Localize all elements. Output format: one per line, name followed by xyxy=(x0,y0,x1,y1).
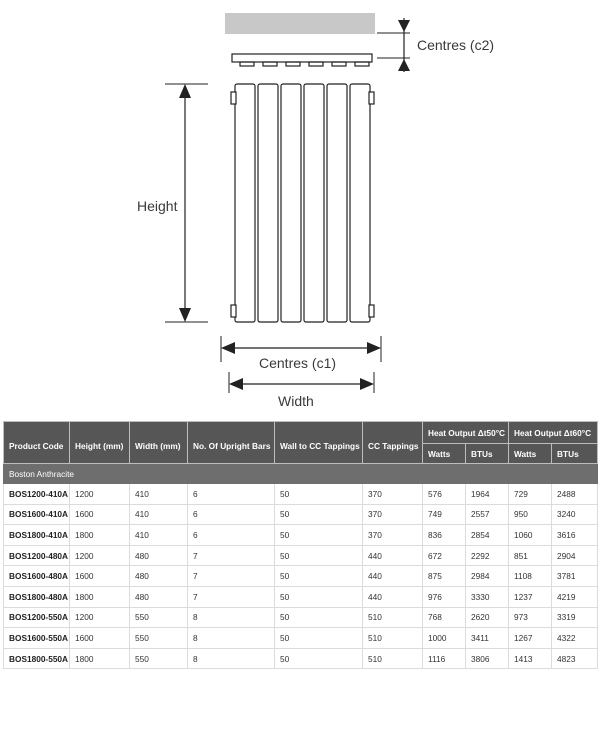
top-view-bar-tab xyxy=(263,62,277,66)
top-view-bar-tab xyxy=(309,62,323,66)
tapping-left-bottom xyxy=(231,305,236,317)
cell-upright-bars: 8 xyxy=(188,607,275,628)
cell-watts-50: 875 xyxy=(423,566,466,587)
cell-watts-60: 1237 xyxy=(509,586,552,607)
group-label: Boston Anthracite xyxy=(4,464,598,484)
cell-btus-50: 3411 xyxy=(466,628,509,649)
table-row xyxy=(4,607,598,628)
cell-cc-tappings: 440 xyxy=(363,545,423,566)
cell-btus-60: 4823 xyxy=(552,648,598,669)
top-view-wall-bar xyxy=(225,13,375,34)
centres-c1-label: Centres (c1) xyxy=(259,355,337,371)
cell-product-code: BOS1600-410A xyxy=(4,504,70,525)
cell-btus-50: 2292 xyxy=(466,545,509,566)
cell-btus-60: 3781 xyxy=(552,566,598,587)
table-row xyxy=(4,628,598,649)
header-upright-bars: No. Of Upright Bars xyxy=(188,422,275,464)
cell-watts-50: 672 xyxy=(423,545,466,566)
table-row xyxy=(4,566,598,587)
cell-btus-50: 2854 xyxy=(466,525,509,546)
cell-cc-tappings: 510 xyxy=(363,628,423,649)
cell-upright-bars: 7 xyxy=(188,566,275,587)
top-view-bar-tab xyxy=(286,62,300,66)
cell-wall-to-cc: 50 xyxy=(275,566,363,587)
cell-upright-bars: 6 xyxy=(188,525,275,546)
cell-upright-bars: 7 xyxy=(188,586,275,607)
width-dimension xyxy=(229,372,374,409)
cell-height: 1800 xyxy=(70,586,130,607)
cell-width: 550 xyxy=(130,607,188,628)
cell-wall-to-cc: 50 xyxy=(275,545,363,566)
cell-watts-60: 973 xyxy=(509,607,552,628)
cell-wall-to-cc: 50 xyxy=(275,607,363,628)
cell-product-code: BOS1200-480A xyxy=(4,545,70,566)
cell-width: 550 xyxy=(130,648,188,669)
upright-bar xyxy=(281,84,301,322)
cell-product-code: BOS1200-550A xyxy=(4,607,70,628)
cell-height: 1600 xyxy=(70,628,130,649)
tapping-right-bottom xyxy=(369,305,374,317)
cell-btus-50: 3806 xyxy=(466,648,509,669)
cell-wall-to-cc: 50 xyxy=(275,525,363,546)
tapping-left-top xyxy=(231,92,236,104)
cell-cc-tappings: 510 xyxy=(363,648,423,669)
top-view-bar-tab xyxy=(240,62,254,66)
cell-height: 1600 xyxy=(70,504,130,525)
cell-upright-bars: 8 xyxy=(188,628,275,649)
cell-upright-bars: 7 xyxy=(188,545,275,566)
cell-product-code: BOS1200-410A xyxy=(4,484,70,505)
table-row xyxy=(4,648,598,669)
upright-bar xyxy=(235,84,255,322)
top-view-bar-tab xyxy=(355,62,369,66)
header-watts-60: Watts xyxy=(509,444,552,464)
front-view-radiator xyxy=(231,84,374,322)
cell-btus-50: 3330 xyxy=(466,586,509,607)
cell-wall-to-cc: 50 xyxy=(275,628,363,649)
upright-bar xyxy=(327,84,347,322)
cell-height: 1800 xyxy=(70,648,130,669)
cell-btus-60: 3240 xyxy=(552,504,598,525)
cell-cc-tappings: 510 xyxy=(363,607,423,628)
centres-c2-label: Centres (c2) xyxy=(417,37,495,53)
top-view-bar-tab xyxy=(332,62,346,66)
cell-height: 1800 xyxy=(70,525,130,546)
header-heat-output-50: Heat Output Δt50°C xyxy=(423,422,509,444)
cell-watts-50: 1000 xyxy=(423,628,466,649)
cell-product-code: BOS1800-550A xyxy=(4,648,70,669)
upright-bar xyxy=(304,84,324,322)
cell-btus-60: 2488 xyxy=(552,484,598,505)
cell-width: 410 xyxy=(130,525,188,546)
centres-c2-dimension xyxy=(377,18,494,72)
height-dimension xyxy=(137,84,208,322)
top-view-radiator xyxy=(232,54,372,66)
cell-cc-tappings: 370 xyxy=(363,504,423,525)
cell-cc-tappings: 370 xyxy=(363,484,423,505)
cell-btus-50: 2557 xyxy=(466,504,509,525)
upright-bar xyxy=(350,84,370,322)
cell-btus-60: 2904 xyxy=(552,545,598,566)
cell-product-code: BOS1800-480A xyxy=(4,586,70,607)
cell-upright-bars: 6 xyxy=(188,504,275,525)
cell-cc-tappings: 440 xyxy=(363,566,423,587)
width-label: Width xyxy=(278,393,314,409)
cell-watts-60: 851 xyxy=(509,545,552,566)
header-height: Height (mm) xyxy=(70,422,130,464)
cell-watts-60: 950 xyxy=(509,504,552,525)
cell-height: 1200 xyxy=(70,484,130,505)
cell-width: 410 xyxy=(130,504,188,525)
header-btus-50: BTUs xyxy=(466,444,509,464)
cell-watts-50: 768 xyxy=(423,607,466,628)
cell-btus-60: 3319 xyxy=(552,607,598,628)
cell-wall-to-cc: 50 xyxy=(275,648,363,669)
cell-product-code: BOS1600-550A xyxy=(4,628,70,649)
cell-width: 480 xyxy=(130,545,188,566)
table-row xyxy=(4,586,598,607)
header-cc-tappings: CC Tappings xyxy=(363,422,423,464)
cell-watts-60: 1060 xyxy=(509,525,552,546)
table-row xyxy=(4,484,598,505)
table-row xyxy=(4,504,598,525)
cell-width: 480 xyxy=(130,566,188,587)
cell-watts-60: 1413 xyxy=(509,648,552,669)
cell-watts-50: 1116 xyxy=(423,648,466,669)
header-btus-60: BTUs xyxy=(552,444,598,464)
cell-wall-to-cc: 50 xyxy=(275,504,363,525)
upright-bar xyxy=(258,84,278,322)
cell-cc-tappings: 440 xyxy=(363,586,423,607)
cell-watts-50: 976 xyxy=(423,586,466,607)
cell-btus-50: 2620 xyxy=(466,607,509,628)
cell-watts-50: 576 xyxy=(423,484,466,505)
cell-upright-bars: 8 xyxy=(188,648,275,669)
cell-btus-60: 3616 xyxy=(552,525,598,546)
header-heat-output-60: Heat Output Δt60°C xyxy=(509,422,598,444)
cell-height: 1200 xyxy=(70,545,130,566)
cell-btus-50: 2984 xyxy=(466,566,509,587)
header-watts-50: Watts xyxy=(423,444,466,464)
centres-c1-dimension xyxy=(221,336,381,371)
cell-btus-50: 1964 xyxy=(466,484,509,505)
cell-width: 550 xyxy=(130,628,188,649)
tapping-right-top xyxy=(369,92,374,104)
cell-height: 1200 xyxy=(70,607,130,628)
height-label: Height xyxy=(137,198,178,214)
cell-width: 410 xyxy=(130,484,188,505)
table-row xyxy=(4,525,598,546)
header-product-code: Product Code xyxy=(4,422,70,464)
specification-table xyxy=(3,421,598,669)
cell-watts-50: 836 xyxy=(423,525,466,546)
cell-wall-to-cc: 50 xyxy=(275,586,363,607)
header-width: Width (mm) xyxy=(130,422,188,464)
table-row xyxy=(4,545,598,566)
cell-width: 480 xyxy=(130,586,188,607)
cell-upright-bars: 6 xyxy=(188,484,275,505)
cell-watts-50: 749 xyxy=(423,504,466,525)
cell-watts-60: 1267 xyxy=(509,628,552,649)
cell-cc-tappings: 370 xyxy=(363,525,423,546)
cell-watts-60: 1108 xyxy=(509,566,552,587)
cell-btus-60: 4219 xyxy=(552,586,598,607)
cell-product-code: BOS1800-410A xyxy=(4,525,70,546)
cell-btus-60: 4322 xyxy=(552,628,598,649)
cell-wall-to-cc: 50 xyxy=(275,484,363,505)
header-wall-to-cc: Wall to CC Tappings xyxy=(275,422,363,464)
cell-watts-60: 729 xyxy=(509,484,552,505)
cell-product-code: BOS1600-480A xyxy=(4,566,70,587)
cell-height: 1600 xyxy=(70,566,130,587)
